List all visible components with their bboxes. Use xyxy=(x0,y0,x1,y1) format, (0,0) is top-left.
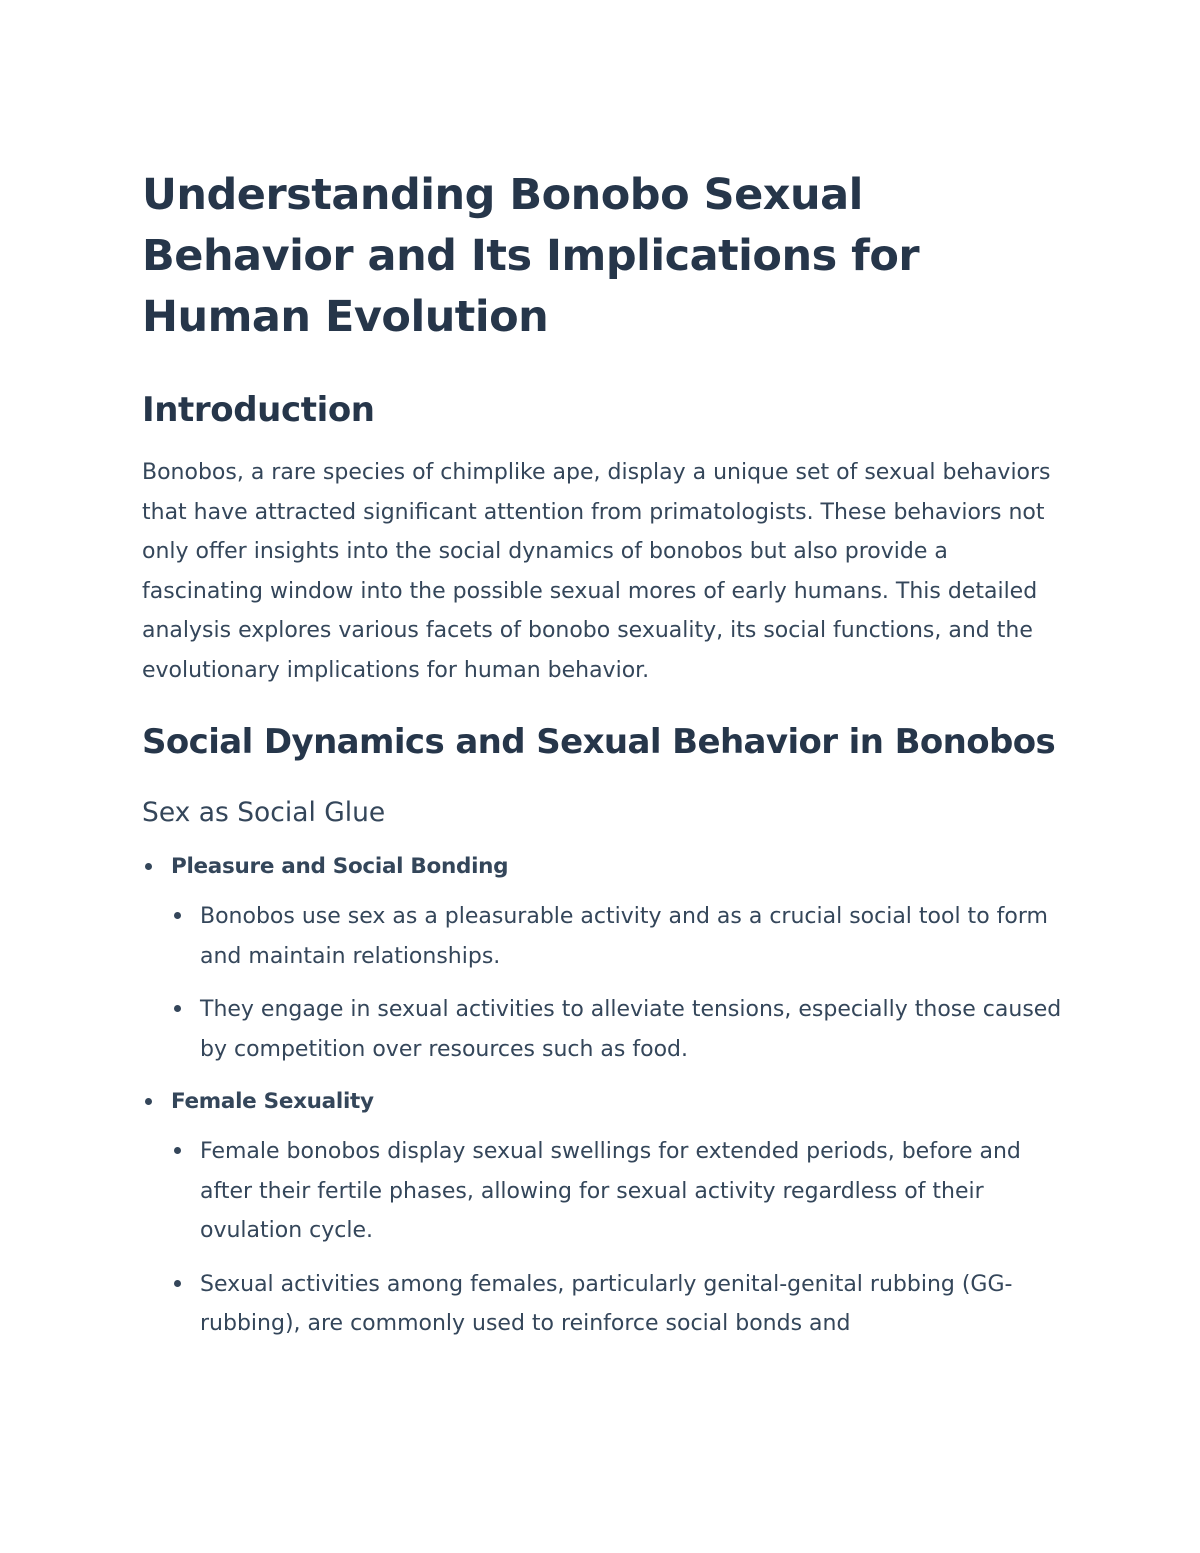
bullet-icon xyxy=(174,1147,181,1154)
topic-list xyxy=(142,850,1062,1344)
page-title: Understanding Bonobo Sexual Behavior and Its Implications for Human Evolution xyxy=(142,170,920,342)
sub-list xyxy=(171,1132,1062,1344)
bullet-icon xyxy=(174,912,181,919)
bullet-icon xyxy=(174,1005,181,1012)
introduction-heading: Introduction xyxy=(142,390,375,430)
sub-list-item-text: Female bonobos display sexual swellings for extended periods, before and after their fertile phases, allowing for sexual activity regardless of their ovulation cycle. xyxy=(200,1139,1021,1243)
list-item-label: Pleasure and Social Bonding xyxy=(171,854,509,879)
sub-list xyxy=(171,897,1062,1069)
sub-list-item xyxy=(171,1265,1062,1344)
sub-list-item xyxy=(171,990,1062,1069)
document-page xyxy=(142,165,1062,1360)
sub-list-item-text: Sexual activities among females, particularly genital-genital rubbing (GG-rubbing), are commonly used to reinforce social bonds and xyxy=(200,1271,1013,1336)
list-item xyxy=(142,1085,1062,1344)
bullet-icon xyxy=(174,1280,181,1287)
section-heading: Social Dynamics and Sexual Behavior in Bonobos xyxy=(142,722,1056,762)
list-item xyxy=(142,850,1062,1069)
sub-list-item-text: They engage in sexual activities to alleviate tensions, especially those caused by competition over resources such as food. xyxy=(200,997,1062,1062)
list-item-label: Female Sexuality xyxy=(171,1089,374,1114)
bullet-icon xyxy=(145,1098,152,1105)
subsection-heading: Sex as Social Glue xyxy=(142,797,386,828)
introduction-paragraph: Bonobos, a rare species of chimplike ape, display a unique set of sexual behaviors that have attracted significant attention from primatologists. These behaviors not only offer insights into the social dynamics of bonobos but also provide a fascinating window into the possible sexual mores of early humans. This detailed analysis explores various facets of bonobo sexuality, its social functions, and the evolutionary implications for human behavior. xyxy=(142,460,1051,683)
sub-list-item xyxy=(171,897,1062,976)
bullet-icon xyxy=(145,863,152,870)
sub-list-item xyxy=(171,1132,1062,1251)
sub-list-item-text: Bonobos use sex as a pleasurable activity and as a crucial social tool to form and maintain relationships. xyxy=(200,904,1048,969)
